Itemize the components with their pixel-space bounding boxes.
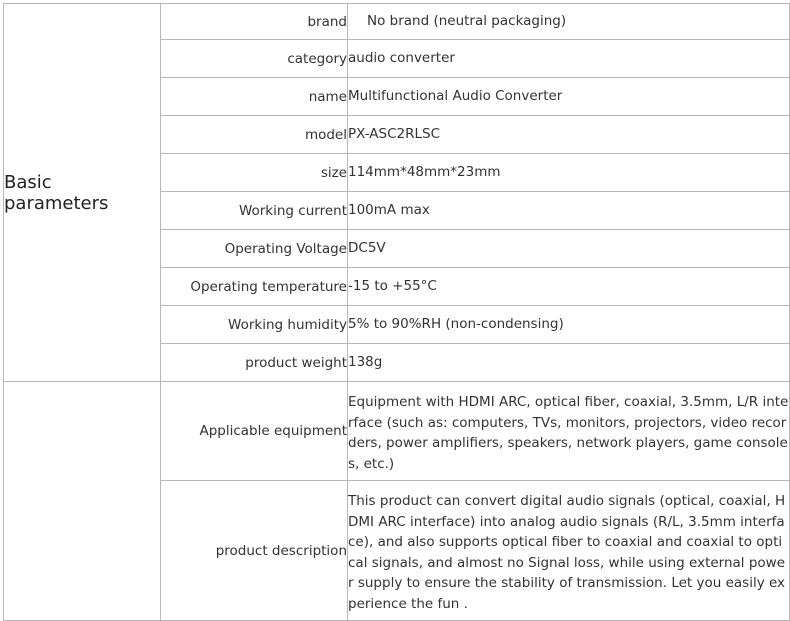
row-label: size — [161, 154, 348, 192]
row-label: product weight — [161, 344, 348, 382]
row-label: brand — [161, 4, 348, 40]
row-label: Working current — [161, 192, 348, 230]
row-value: audio converter — [348, 40, 790, 78]
group-basic-parameters: Basic parameters — [4, 4, 161, 382]
row-label: name — [161, 78, 348, 116]
row-label: Applicable equipment — [161, 382, 348, 481]
row-value: 100mA max — [348, 192, 790, 230]
row-label: Working humidity — [161, 306, 348, 344]
row-value: PX-ASC2RLSC — [348, 116, 790, 154]
group-usage — [4, 382, 161, 621]
spec-table — [3, 3, 790, 621]
table-row — [4, 4, 790, 40]
row-value: DC5V — [348, 230, 790, 268]
row-value: This product can convert digital audio signals (optical, coaxial, HDMI ARC interface) into analog audio signals (R/L, 3.5mm interface), and also supports optical fiber to coaxial and coaxial to optical signals, and almost no Signal loss, while using external power supply to ensure the stability of transmission. Let you easily experience the fun . — [348, 481, 790, 621]
row-label: Operating temperature — [161, 268, 348, 306]
row-value: -15 to +55°C — [348, 268, 790, 306]
row-value: Multifunctional Audio Converter — [348, 78, 790, 116]
row-label: category — [161, 40, 348, 78]
row-value: Equipment with HDMI ARC, optical fiber, coaxial, 3.5mm, L/R interface (such as: computers, TVs, monitors, projectors, video recorders, power amplifiers, speakers, network players, game consoles, etc.) — [348, 382, 790, 481]
row-value: 114mm*48mm*23mm — [348, 154, 790, 192]
table-row — [4, 382, 790, 481]
row-label: model — [161, 116, 348, 154]
row-value: 5% to 90%RH (non-condensing) — [348, 306, 790, 344]
row-value: No brand (neutral packaging) — [348, 4, 790, 40]
row-label: product description — [161, 481, 348, 621]
row-value: 138g — [348, 344, 790, 382]
row-label: Operating Voltage — [161, 230, 348, 268]
